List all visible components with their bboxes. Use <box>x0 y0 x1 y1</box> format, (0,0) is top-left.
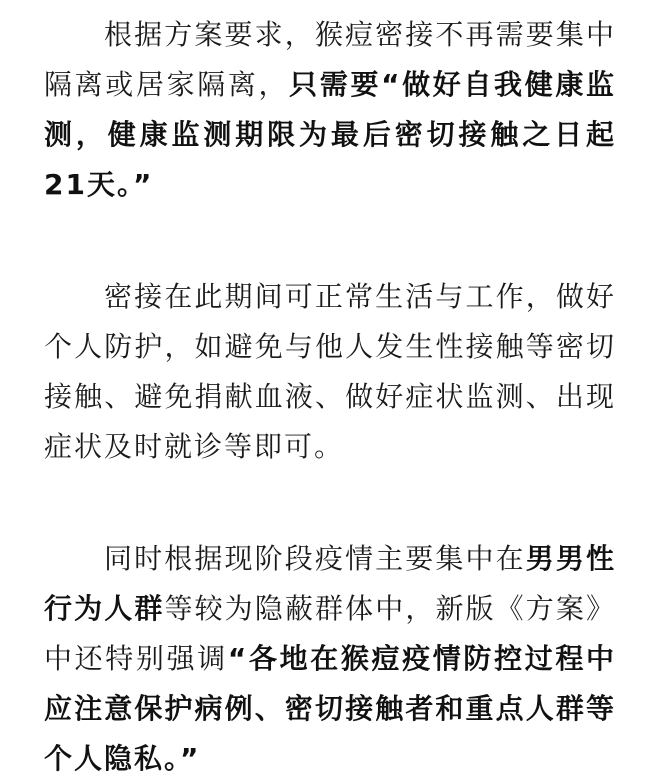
paragraph-2-text: 密接在此期间可正常生活与工作，做好个人防护，如避免与他人发生性接触等密切接触、避免捐献血液、做好症状监测、出现症状及时就诊等即可。 <box>44 280 616 463</box>
paragraph-3-text-a: 同时根据现阶段疫情主要集中在 <box>104 542 526 575</box>
paragraph-3-bold-quote: “各地在猴痘疫情防控过程中应注意保护病例、密切接触者和重点人群等个人隐私。” <box>44 642 616 775</box>
paragraph-daily-life-guidance <box>44 272 616 472</box>
paragraph-spacer <box>44 472 616 534</box>
article-body <box>44 10 616 784</box>
paragraph-1-bold-quote: 只需要“做好自我健康监测，健康监测期限为最后密切接触之日起21天。” <box>44 68 616 201</box>
paragraph-spacer <box>44 210 616 272</box>
paragraph-1-text: 根据方案要求，猴痘密接不再需要集中隔离或居家隔离， <box>44 18 616 101</box>
paragraph-privacy-protection <box>44 534 616 784</box>
paragraph-3-text-b: 等较为隐蔽群体中，新版《方案》中还特别强调 <box>44 592 616 675</box>
paragraph-3-bold-group: 男男性行为人群 <box>44 542 616 625</box>
paragraph-quarantine-requirement <box>44 10 616 210</box>
